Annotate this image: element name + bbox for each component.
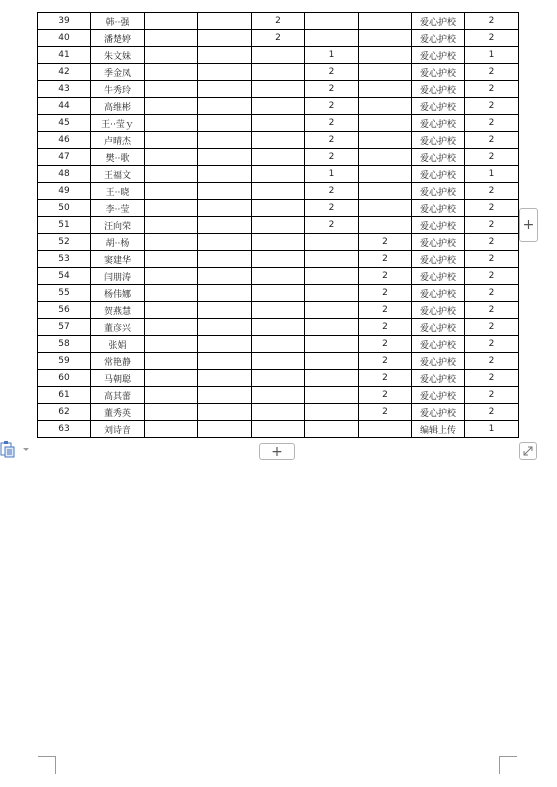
table-cell[interactable] [252, 149, 305, 166]
table-cell[interactable] [359, 421, 412, 438]
table-cell[interactable]: 49 [38, 183, 91, 200]
table-cell[interactable] [198, 234, 252, 251]
table-row [38, 115, 519, 132]
table-cell[interactable] [198, 98, 252, 115]
table-cell[interactable]: 2 [465, 13, 519, 30]
table-cell[interactable]: 爱心护校 [412, 404, 465, 421]
table-cell[interactable]: 2 [359, 387, 412, 404]
table-cell[interactable]: 52 [38, 234, 91, 251]
table-cell[interactable] [305, 404, 359, 421]
table-cell[interactable] [305, 370, 359, 387]
table-cell[interactable] [252, 268, 305, 285]
table-cell[interactable] [198, 336, 252, 353]
table-cell[interactable]: 爱心护校 [412, 353, 465, 370]
table-cell[interactable] [359, 81, 412, 98]
add-row-button[interactable] [259, 443, 295, 460]
table-cell[interactable] [252, 47, 305, 64]
table-row [38, 268, 519, 285]
margin-corner-icon [38, 756, 56, 774]
table-cell[interactable]: 50 [38, 200, 91, 217]
table-cell[interactable] [252, 336, 305, 353]
table-cell[interactable] [252, 132, 305, 149]
table-cell[interactable]: 2 [359, 251, 412, 268]
table-cell[interactable] [198, 149, 252, 166]
table-cell[interactable] [145, 132, 198, 149]
table-cell[interactable] [198, 251, 252, 268]
table-cell[interactable] [252, 64, 305, 81]
table-cell[interactable] [198, 319, 252, 336]
table-cell[interactable] [145, 13, 198, 30]
table-row [38, 353, 519, 370]
table-cell[interactable]: 卢晴杰 [91, 132, 145, 149]
plus-icon: + [522, 217, 535, 233]
table-cell[interactable]: 贺燕慧 [91, 302, 145, 319]
table-cell[interactable]: 2 [465, 81, 519, 98]
table-cell[interactable] [252, 251, 305, 268]
table-cell[interactable] [359, 132, 412, 149]
table-row [38, 387, 519, 404]
table-cell[interactable]: 爱心护校 [412, 302, 465, 319]
table-cell[interactable]: 51 [38, 217, 91, 234]
table-cell[interactable]: 1 [305, 166, 359, 183]
table-cell[interactable] [198, 268, 252, 285]
add-column-button[interactable] [519, 208, 538, 242]
table-cell[interactable] [145, 285, 198, 302]
table-cell[interactable]: 62 [38, 404, 91, 421]
table-cell[interactable] [252, 81, 305, 98]
table-cell[interactable] [359, 217, 412, 234]
table-cell[interactable] [145, 98, 198, 115]
table-cell[interactable] [305, 421, 359, 438]
table-cell[interactable] [305, 13, 359, 30]
table-cell[interactable]: 1 [465, 47, 519, 64]
table-row [38, 217, 519, 234]
table-cell[interactable]: 王福文 [91, 166, 145, 183]
table-cell[interactable]: 2 [359, 319, 412, 336]
table-cell[interactable] [359, 183, 412, 200]
table-cell[interactable]: 39 [38, 13, 91, 30]
table-cell[interactable] [145, 353, 198, 370]
table-cell[interactable]: 2 [465, 200, 519, 217]
table-cell[interactable] [305, 234, 359, 251]
table-cell[interactable]: 2 [465, 336, 519, 353]
table-cell[interactable]: 2 [359, 370, 412, 387]
table-cell[interactable]: 2 [305, 132, 359, 149]
table-cell[interactable]: 42 [38, 64, 91, 81]
table-cell[interactable] [145, 81, 198, 98]
table-cell[interactable]: 2 [465, 387, 519, 404]
table-cell[interactable] [198, 13, 252, 30]
table-cell[interactable] [305, 268, 359, 285]
table-row [38, 64, 519, 81]
table-cell[interactable]: 爱心护校 [412, 319, 465, 336]
table-cell[interactable]: 爱心护校 [412, 387, 465, 404]
table-cell[interactable]: 马朝聪 [91, 370, 145, 387]
table-cell[interactable]: 张娟 [91, 336, 145, 353]
table-cell[interactable] [145, 183, 198, 200]
table-cell[interactable] [305, 353, 359, 370]
table-cell[interactable]: 43 [38, 81, 91, 98]
table-cell[interactable] [145, 166, 198, 183]
table-cell[interactable]: 汪向荣 [91, 217, 145, 234]
table-cell[interactable] [305, 387, 359, 404]
table-cell[interactable] [198, 200, 252, 217]
table-row [38, 336, 519, 353]
table-cell[interactable]: 2 [305, 64, 359, 81]
table-cell[interactable]: 编辑上传 [412, 421, 465, 438]
table-cell[interactable] [198, 47, 252, 64]
table-cell[interactable]: 爱心护校 [412, 234, 465, 251]
table-cell[interactable] [145, 30, 198, 47]
table-cell[interactable] [198, 166, 252, 183]
table-cell[interactable]: 爱心护校 [412, 81, 465, 98]
table-cell[interactable]: 2 [305, 98, 359, 115]
table-cell[interactable]: 60 [38, 370, 91, 387]
table-cell[interactable] [305, 285, 359, 302]
table-cell[interactable] [198, 64, 252, 81]
table-cell[interactable]: 57 [38, 319, 91, 336]
table-cell[interactable]: 高维彬 [91, 98, 145, 115]
table-cell[interactable]: 2 [359, 285, 412, 302]
table-cell[interactable]: 2 [465, 302, 519, 319]
table-cell[interactable]: 63 [38, 421, 91, 438]
table-cell[interactable] [359, 13, 412, 30]
table-cell[interactable]: 2 [465, 115, 519, 132]
table-cell[interactable] [198, 81, 252, 98]
table-cell[interactable] [359, 98, 412, 115]
table-cell[interactable]: 2 [359, 234, 412, 251]
table-cell[interactable]: 2 [359, 404, 412, 421]
table-cell[interactable]: 2 [465, 183, 519, 200]
table-cell[interactable] [359, 30, 412, 47]
table-cell[interactable]: 刘诗音 [91, 421, 145, 438]
table-cell[interactable]: 潘楚婷 [91, 30, 145, 47]
table-row [38, 30, 519, 47]
table-cell[interactable] [359, 115, 412, 132]
table-cell[interactable] [252, 98, 305, 115]
table-cell[interactable]: 1 [305, 47, 359, 64]
table-cell[interactable]: 2 [465, 98, 519, 115]
table-cell[interactable]: 47 [38, 149, 91, 166]
table-cell[interactable] [145, 268, 198, 285]
table-cell[interactable]: 2 [465, 234, 519, 251]
table-cell[interactable] [252, 217, 305, 234]
table-cell[interactable]: 董秀英 [91, 404, 145, 421]
table-cell[interactable]: 窦建华 [91, 251, 145, 268]
table-resize-icon [520, 443, 536, 459]
table-cell[interactable]: 2 [305, 183, 359, 200]
table-cell[interactable]: 爱心护校 [412, 47, 465, 64]
table-cell[interactable]: 2 [465, 370, 519, 387]
table-cell[interactable]: 2 [465, 404, 519, 421]
table-cell[interactable] [252, 421, 305, 438]
table-cell[interactable]: 2 [252, 30, 305, 47]
table-cell[interactable]: 2 [465, 353, 519, 370]
table-cell[interactable]: 48 [38, 166, 91, 183]
margin-corner-icon [499, 756, 517, 774]
table-cell[interactable] [252, 404, 305, 421]
table-cell[interactable]: 2 [359, 268, 412, 285]
table-cell[interactable] [198, 183, 252, 200]
table-cell[interactable] [305, 336, 359, 353]
table-cell[interactable]: 王··晓 [91, 183, 145, 200]
table-cell[interactable]: 2 [465, 64, 519, 81]
table-cell[interactable] [198, 387, 252, 404]
table-cell[interactable] [145, 251, 198, 268]
table-cell[interactable]: 45 [38, 115, 91, 132]
table-cell[interactable] [252, 200, 305, 217]
table-row [38, 370, 519, 387]
table-row [38, 421, 519, 438]
table-cell[interactable]: 胡··杨 [91, 234, 145, 251]
table-cell[interactable] [252, 166, 305, 183]
table-cell[interactable]: 爱心护校 [412, 115, 465, 132]
data-table[interactable] [37, 12, 519, 438]
table-cell[interactable]: 41 [38, 47, 91, 64]
table-cell[interactable]: 爱心护校 [412, 98, 465, 115]
table-cell[interactable]: 2 [359, 353, 412, 370]
table-cell[interactable] [252, 285, 305, 302]
table-cell[interactable] [359, 166, 412, 183]
table-row [38, 251, 519, 268]
table-cell[interactable]: 爱心护校 [412, 268, 465, 285]
table-cell[interactable]: 韩··强 [91, 13, 145, 30]
table-cell[interactable] [198, 302, 252, 319]
table-cell[interactable] [145, 47, 198, 64]
table-cell[interactable] [359, 47, 412, 64]
table-cell[interactable] [252, 319, 305, 336]
table-cell[interactable]: 董彦兴 [91, 319, 145, 336]
table-cell[interactable]: 2 [465, 217, 519, 234]
table-cell[interactable]: 40 [38, 30, 91, 47]
table-row [38, 200, 519, 217]
table-cell[interactable] [145, 64, 198, 81]
table-cell[interactable]: 爱心护校 [412, 132, 465, 149]
plus-icon: + [271, 443, 283, 460]
table-cell[interactable] [198, 115, 252, 132]
table-cell[interactable]: 2 [305, 149, 359, 166]
table-cell[interactable] [252, 234, 305, 251]
table-resize-handle[interactable] [519, 442, 537, 460]
table-cell[interactable]: 61 [38, 387, 91, 404]
table-cell[interactable] [305, 30, 359, 47]
table-cell[interactable]: 王··莹ｙ [91, 115, 145, 132]
table-cell[interactable]: 爱心护校 [412, 217, 465, 234]
table-cell[interactable]: 53 [38, 251, 91, 268]
table-row [38, 404, 519, 421]
table-cell[interactable] [145, 115, 198, 132]
table-cell[interactable]: 杨伟娜 [91, 285, 145, 302]
table-cell[interactable] [145, 319, 198, 336]
table-cell[interactable] [252, 387, 305, 404]
table-cell[interactable]: 爱心护校 [412, 370, 465, 387]
table-row [38, 319, 519, 336]
table-cell[interactable]: 1 [465, 166, 519, 183]
table-cell[interactable]: 2 [465, 268, 519, 285]
table-cell[interactable]: 1 [465, 421, 519, 438]
table-cell[interactable]: 爱心护校 [412, 30, 465, 47]
table-cell[interactable]: 爱心护校 [412, 285, 465, 302]
table-cell[interactable] [145, 336, 198, 353]
table-cell[interactable] [145, 421, 198, 438]
table-cell[interactable] [252, 183, 305, 200]
table-cell[interactable]: 2 [359, 302, 412, 319]
table-cell[interactable]: 46 [38, 132, 91, 149]
table-cell[interactable] [252, 115, 305, 132]
table-cell[interactable]: 樊··歌 [91, 149, 145, 166]
table-cell[interactable]: 2 [465, 251, 519, 268]
table-cell[interactable]: 2 [465, 149, 519, 166]
table-cell[interactable] [305, 251, 359, 268]
table-cell[interactable] [305, 319, 359, 336]
table-cell[interactable] [145, 370, 198, 387]
table-row [38, 47, 519, 64]
table-cell[interactable]: 2 [305, 81, 359, 98]
table-row [38, 132, 519, 149]
table-row [38, 166, 519, 183]
table-cell[interactable]: 56 [38, 302, 91, 319]
table-cell[interactable]: 59 [38, 353, 91, 370]
table-cell[interactable]: 44 [38, 98, 91, 115]
table-row [38, 98, 519, 115]
table-cell[interactable] [145, 234, 198, 251]
table-cell[interactable] [198, 353, 252, 370]
table-cell[interactable]: 58 [38, 336, 91, 353]
table-cell[interactable] [198, 30, 252, 47]
table-cell[interactable] [198, 421, 252, 438]
table-row [38, 285, 519, 302]
paste-options-button[interactable] [0, 440, 32, 458]
table-cell[interactable] [359, 200, 412, 217]
table-row [38, 81, 519, 98]
table-cell[interactable]: 闫朋涛 [91, 268, 145, 285]
table-row [38, 302, 519, 319]
table-cell[interactable]: 爱心护校 [412, 251, 465, 268]
table-cell[interactable] [145, 200, 198, 217]
paste-options-icon [0, 440, 32, 458]
table-cell[interactable] [145, 387, 198, 404]
table-cell[interactable]: 2 [305, 115, 359, 132]
table-cell[interactable]: 季金凤 [91, 64, 145, 81]
table-cell[interactable] [198, 217, 252, 234]
table-cell[interactable] [252, 370, 305, 387]
table-row [38, 13, 519, 30]
table-row [38, 183, 519, 200]
table-cell[interactable]: 2 [305, 217, 359, 234]
table-cell[interactable] [145, 404, 198, 421]
table-cell[interactable]: 2 [465, 319, 519, 336]
table-cell[interactable]: 2 [359, 336, 412, 353]
table-cell[interactable]: 爱心护校 [412, 200, 465, 217]
table-cell[interactable]: 牛秀玲 [91, 81, 145, 98]
table-cell[interactable]: 爱心护校 [412, 149, 465, 166]
table-cell[interactable]: 爱心护校 [412, 183, 465, 200]
table-cell[interactable] [252, 353, 305, 370]
table-cell[interactable] [198, 404, 252, 421]
table-row [38, 149, 519, 166]
table-cell[interactable]: 爱心护校 [412, 336, 465, 353]
table-cell[interactable]: 2 [305, 200, 359, 217]
table-cell[interactable]: 高其蕾 [91, 387, 145, 404]
table-cell[interactable] [198, 285, 252, 302]
table-cell[interactable]: 朱文妹 [91, 47, 145, 64]
table-cell[interactable]: 2 [465, 285, 519, 302]
table-cell[interactable] [198, 132, 252, 149]
table-cell[interactable] [359, 149, 412, 166]
table-cell[interactable]: 2 [465, 132, 519, 149]
table-cell[interactable] [252, 302, 305, 319]
table-cell[interactable] [145, 149, 198, 166]
table-cell[interactable]: 54 [38, 268, 91, 285]
table-cell[interactable]: 常艳静 [91, 353, 145, 370]
table-cell[interactable]: 2 [465, 30, 519, 47]
table-cell[interactable] [305, 302, 359, 319]
table-cell[interactable]: 55 [38, 285, 91, 302]
table-cell[interactable]: 李··莹 [91, 200, 145, 217]
table-cell[interactable] [145, 302, 198, 319]
table-cell[interactable]: 爱心护校 [412, 166, 465, 183]
table-cell[interactable]: 爱心护校 [412, 13, 465, 30]
table-cell[interactable] [145, 217, 198, 234]
table-cell[interactable]: 爱心护校 [412, 64, 465, 81]
table-cell[interactable] [359, 64, 412, 81]
table-row [38, 234, 519, 251]
table-cell[interactable] [198, 370, 252, 387]
table-cell[interactable]: 2 [252, 13, 305, 30]
